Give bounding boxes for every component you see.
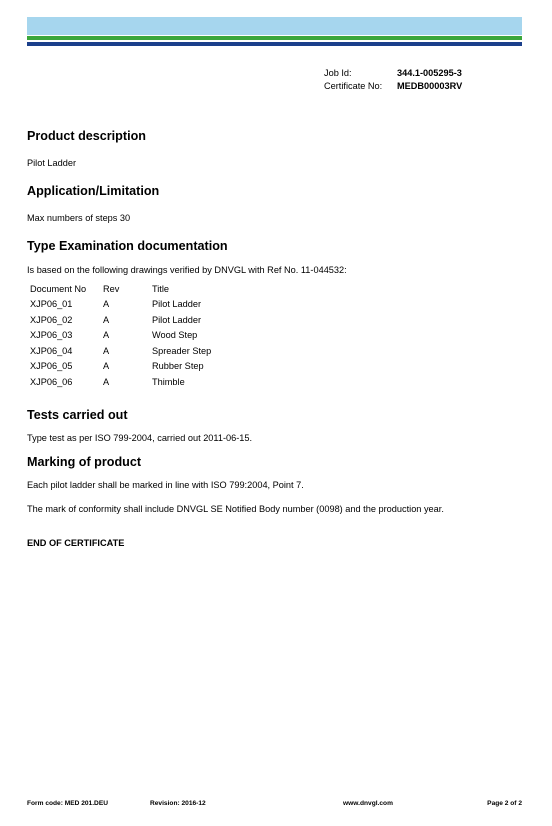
marking-text-1: Each pilot ladder shall be marked in line with ISO 799:2004, Point 7. [27,480,304,490]
table-row [30,359,211,375]
tests-text: Type test as per ISO 799-2004, carried out 2011-06-15. [27,433,253,443]
title-cell: Pilot Ladder [152,314,202,325]
application-heading: Application/Limitation [27,184,160,198]
document-no-cell: XJP06_01 [30,299,73,310]
title-cell: Thimble [152,376,185,387]
product-description-text: Pilot Ladder [27,158,77,168]
certificate-no-label: Certificate No: [324,81,383,91]
table-row [30,328,211,344]
website-link[interactable]: www.dnvgl.com [343,800,393,807]
application-text: Max numbers of steps 30 [27,213,131,223]
title-cell: Rubber Step [152,361,204,372]
type-examination-heading: Type Examination documentation [27,239,228,253]
rev-cell: A [103,361,110,372]
type-examination-intro: Is based on the following drawings verified by DNVGL with Ref No. 11-044532: [27,265,347,275]
end-of-certificate: END OF CERTIFICATE [27,538,125,548]
marking-heading: Marking of product [27,455,142,469]
column-header-document-no: Document No [30,283,87,294]
title-cell: Wood Step [152,330,198,341]
title-cell: Pilot Ladder [152,299,202,310]
header-band-sky [27,17,522,35]
table-row [30,297,211,313]
document-no-cell: XJP06_06 [30,376,73,387]
rev-cell: A [103,345,110,356]
certificate-ids [324,67,462,93]
revision: Revision: 2016-12 [150,800,206,807]
title-cell: Spreader Step [152,345,212,356]
product-description-heading: Product description [27,129,146,143]
tests-heading: Tests carried out [27,408,128,422]
column-header-title: Title [152,283,170,294]
document-no-cell: XJP06_03 [30,330,73,341]
table-row [30,374,211,390]
header-band-green [27,36,522,40]
drawings-table [30,281,211,390]
page-footer [27,799,522,809]
rev-cell: A [103,314,110,325]
form-code: Form code: MED 201.DEU [27,800,108,807]
table-header-row [30,281,211,297]
rev-cell: A [103,299,110,310]
certificate-no-value: MEDB00003RV [397,81,463,91]
table-row [30,343,211,359]
header-band-blue [27,42,522,46]
document-no-cell: XJP06_02 [30,314,73,325]
rev-cell: A [103,376,110,387]
job-id-label: Job Id: [324,68,352,78]
column-header-rev: Rev [103,283,120,294]
document-no-cell: XJP06_04 [30,345,73,356]
marking-text-2: The mark of conformity shall include DNVGL SE Notified Body number (0098) and the production year. [27,504,444,514]
page-number: Page 2 of 2 [487,800,522,807]
job-id-value: 344.1-005295-3 [397,68,462,78]
table-row [30,312,211,328]
document-no-cell: XJP06_05 [30,361,73,372]
rev-cell: A [103,330,110,341]
